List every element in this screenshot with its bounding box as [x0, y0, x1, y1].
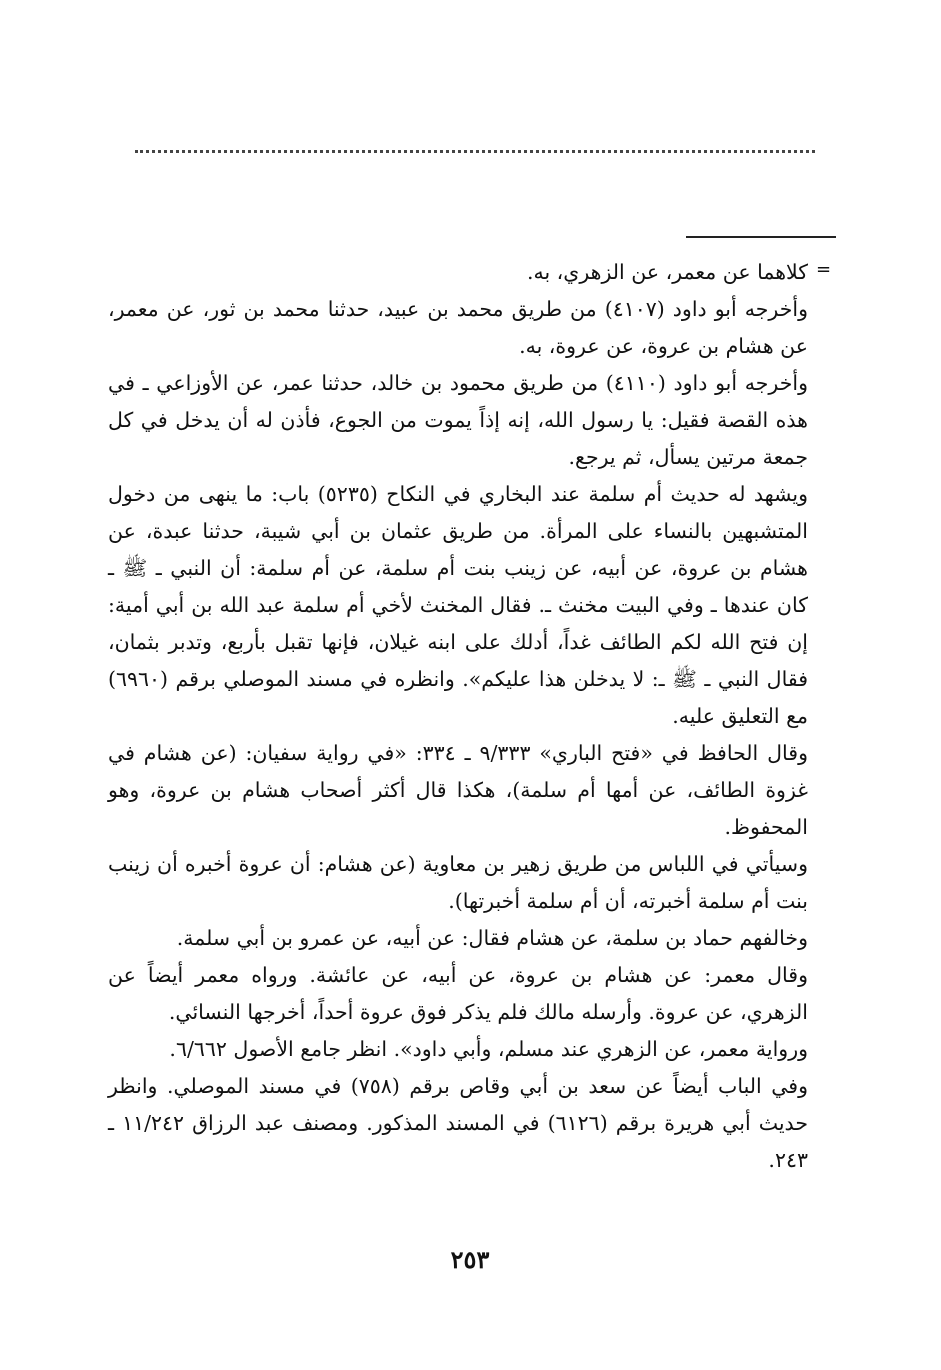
- dotted-separator: [135, 150, 815, 153]
- footnote-paragraph-6: وسيأتي في اللباس من طريق زهير بن معاوية (عن هشام: أن عروة أخبره أن زينب بنت أم سلمة أخبرته، أن أم سلمة أخبرتها).: [108, 852, 808, 913]
- footnote-paragraph-7: وخالفهم حماد بن سلمة، عن هشام فقال: عن أبيه، عن عمرو بن أبي سلمة.: [176, 926, 808, 950]
- footnotes-body: [108, 254, 808, 1179]
- footnote-paragraph-10: وفي الباب أيضاً عن سعد بن أبي وقاص برقم (٧٥٨) في مسند الموصلي. وانظر حديث أبي هريرة برقم (٦١٢٦) في المسند المذكور. ومصنف عبد الرزاق ١١/٢٤٢ ـ ٢٤٣.: [108, 1074, 808, 1172]
- footnote-paragraph-8: وقال معمر: عن هشام بن عروة، عن أبيه، عن عائشة. ورواه معمر أيضاً عن الزهري، عن عروة. وأرسله مالك فلم يذكر فوق عروة أحداً، أخرجها النسائي.: [108, 963, 808, 1024]
- continuation-mark: =: [816, 259, 832, 280]
- footnote-paragraph-9: ورواية معمر، عن الزهري عند مسلم، وأبي داود». انظر جامع الأصول ٦/٦٦٢.: [169, 1037, 808, 1061]
- footnote-paragraph-5: وقال الحافظ في «فتح الباري» ٩/٣٣٣ ـ ٣٣٤: «في رواية سفيان: (عن هشام في غزوة الطائف، عن أمها أم سلمة)، هكذا قال أكثر أصحاب هشام بن عروة، وهو المحفوظ.: [108, 741, 808, 839]
- page-number: ٢٥٣: [450, 1245, 490, 1274]
- footnote-paragraph-4: ويشهد له حديث أم سلمة عند البخاري في النكاح (٥٢٣٥) باب: ما ينهى من دخول المتشبهين بالنساء على المرأة. من طريق عثمان بن أبي شيبة، حدثنا عبدة، عن هشام بن عروة، عن أبيه، عن زينب بنت أم سلمة، عن أم سلمة: أن النبي ـ ﷺ ـ كان عندها ـ وفي البيت مخنث ـ. فقال المخنث لأخي أم سلمة عبد الله بن أبي أمية: إن فتح الله لكم الطائف غداً، أدلك على ابنه غيلان، فإنها تقبل بأربع، وتدبر بثمان، فقال النبي ـ ﷺ ـ: لا يدخلن هذا عليكم». وانظره في مسند الموصلي برقم (٦٩٦٠) مع التعليق عليه.: [108, 482, 808, 728]
- footnote-rule: [686, 236, 836, 238]
- footnote-paragraph-3: وأخرجه أبو داود (٤١١٠) من طريق محمود بن خالد، حدثنا عمر، عن الأوزاعي ـ في هذه القصة فقيل: يا رسول الله، إنه إذاً يموت من الجوع، فأذن له أن يدخل في كل جمعة مرتين يسأل، ثم يرجع.: [108, 371, 808, 469]
- footnote-paragraph-2: وأخرجه أبو داود (٤١٠٧) من طريق محمد بن عبيد، حدثنا محمد بن ثور، عن معمر، عن هشام بن عروة، عن عروة، به.: [108, 297, 808, 358]
- footnote-paragraph-1: كلاهما عن معمر، عن الزهري، به.: [526, 260, 808, 284]
